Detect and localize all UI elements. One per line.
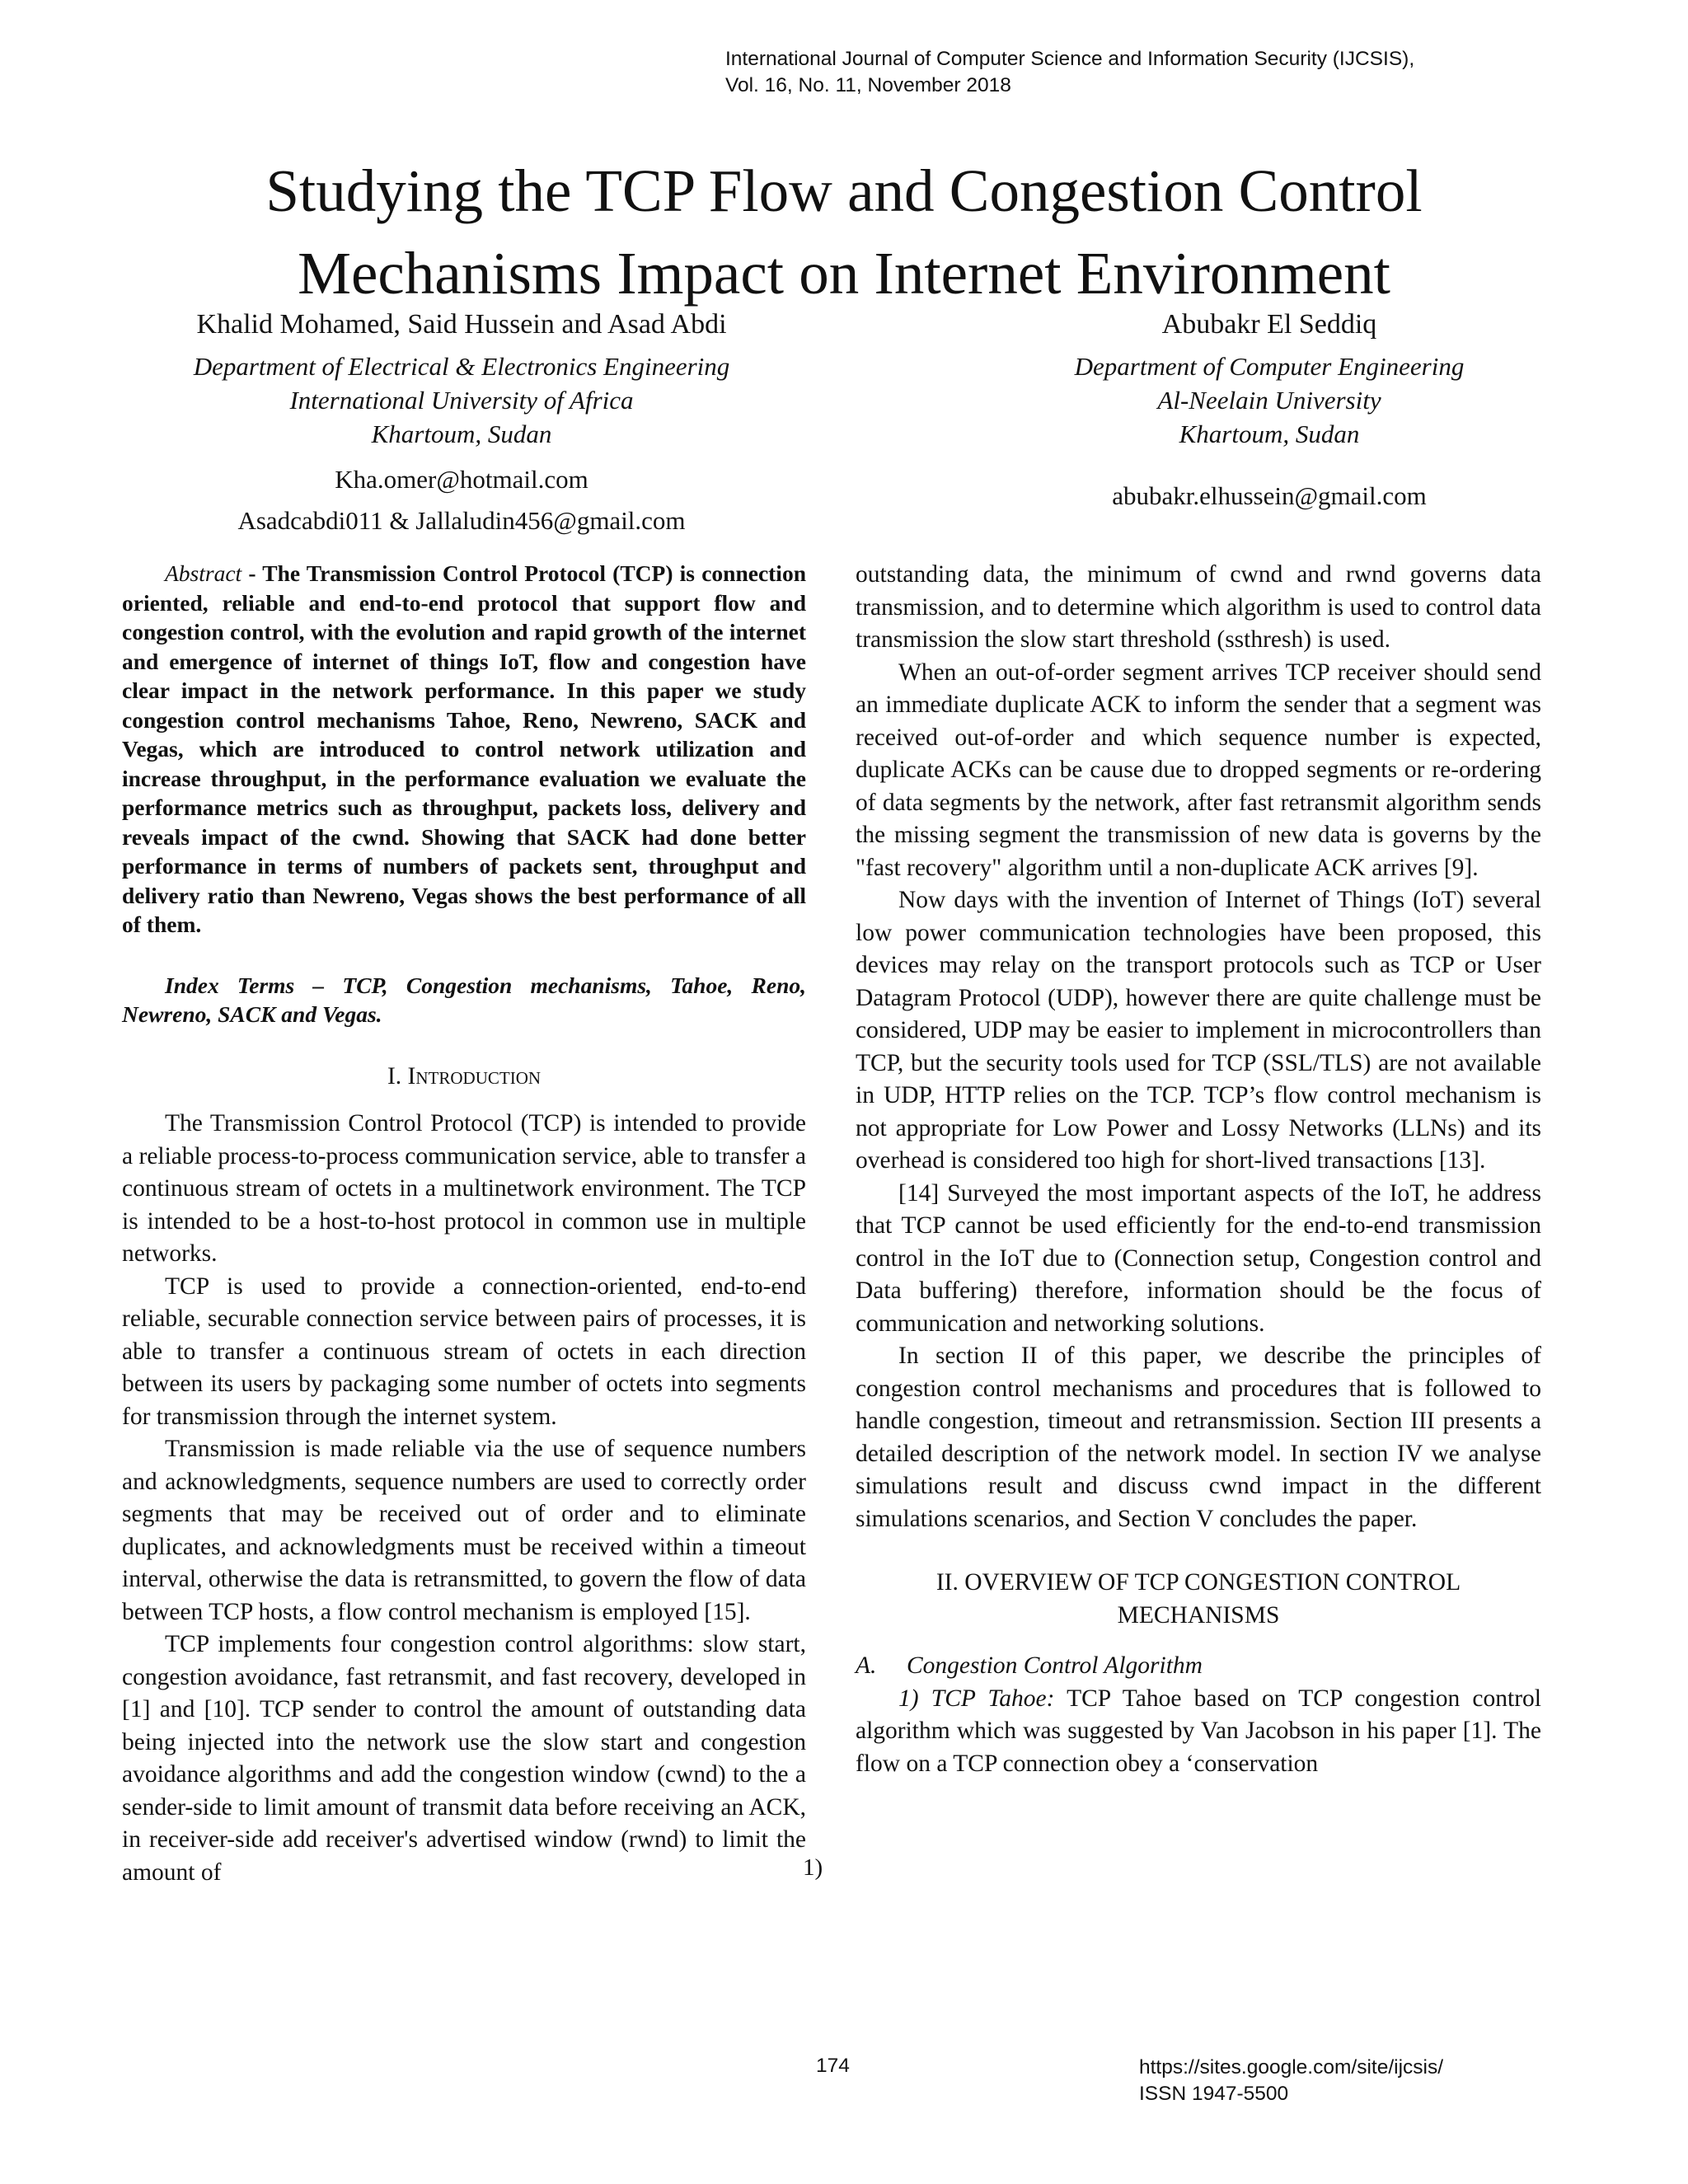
- footer-url: https://sites.google.com/site/ijcsis/: [1139, 2056, 1444, 2079]
- title-line-1: Studying the TCP Flow and Congestion Control: [265, 157, 1423, 224]
- section-title: Introduction: [407, 1062, 542, 1090]
- journal-name: International Journal of Computer Science and Information Security (IJCSIS),: [725, 48, 1415, 70]
- abstract: [122, 559, 806, 940]
- body-paragraph: TCP implements four congestion control algorithms: slow start, congestion avoidance, fast retransmit, and fast recovery, developed in [1] and [10]. TCP sender to control the amount of outstanding data being injected into the network use the slow start and congestion avoidance algorithms and add the congestion window (cwnd) to the a sender-side to limit amount of transmit data before receiving an ACK, in receiver-side add receiver's advertised window (rwnd) to limit the amount of: [122, 1631, 806, 1886]
- paragraph-text: TCP Tahoe based on TCP congestion control algorithm which was suggested by Van Jacobson in his paper [1]. The flow on a TCP connection obey a ‘conservation: [856, 1685, 1541, 1777]
- author-block-right: [948, 307, 1591, 517]
- author-names: Khalid Mohamed, Said Hussein and Asad Abdi: [196, 309, 727, 340]
- author-names: Abubakr El Seddiq: [1161, 309, 1377, 340]
- body-paragraph: In section II of this paper, we describe the principles of congestion control mechanisms and procedures that is followed to handle congestion, timeout and retransmission. Section III presents a detailed description of the network model. In section IV we analyse simulations result and discuss cwnd impact in the different simulations scenarios, and Section V concludes the paper.: [856, 1343, 1541, 1532]
- subsection-heading: [856, 1650, 1541, 1683]
- right-column: [856, 559, 1541, 1780]
- body-paragraph: Transmission is made reliable via the use of sequence numbers and acknowledgments, sequence numbers are used to correctly order segments that may be received out of order and to eliminate duplicates, and acknowledgments must be received within a timeout interval, otherwise the data is retransmitted, to govern the flow of data between TCP hosts, a flow control mechanism is employed [15].: [122, 1436, 806, 1625]
- author-department: Department of Electrical & Electronics Engineering: [193, 352, 730, 381]
- author-location: Khartoum, Sudan: [371, 419, 552, 448]
- author-university: Al-Neelain University: [1157, 386, 1381, 415]
- margin-mark: 1): [803, 1854, 823, 1881]
- journal-issue: Vol. 16, No. 11, November 2018: [725, 74, 1011, 96]
- subsubsection-label: 1) TCP Tahoe:: [898, 1685, 1055, 1712]
- subsection-title: Congestion Control Algorithm: [907, 1652, 1203, 1679]
- body-paragraph: TCP is used to provide a connection-oriented, end-to-end reliable, securable connection service between pairs of processes, it is able to transfer a continuous stream of octets in each direction between its users by packaging some number of octets into segments for transmission through the internet system.: [122, 1272, 806, 1430]
- section-numeral: I.: [387, 1062, 408, 1090]
- author-block-left: [140, 307, 783, 541]
- author-university: International University of Africa: [289, 386, 634, 415]
- left-column: [122, 559, 806, 1889]
- body-paragraph: The Transmission Control Protocol (TCP) is intended to provide a reliable process-to-process communication service, able to transfer a continuous stream of octets in a multinetwork environment. The TCP is intended to be a host-to-host protocol in common use in multiple networks.: [122, 1110, 806, 1267]
- body-paragraph: [14] Surveyed the most important aspects of the IoT, he address that TCP cannot be used efficiently for the end-to-end transmission control in the IoT due to (Connection setup, Congestion control and Data buffering) therefore, information should be the focus of communication and networking solutions.: [856, 1179, 1541, 1337]
- section-heading-introduction: [122, 1061, 806, 1094]
- body-paragraph: outstanding data, the minimum of cwnd and rwnd governs data transmission, and to determine which algorithm is used to control data transmission the slow start threshold (ssthresh) is used.: [856, 561, 1541, 653]
- page-number: 174: [816, 2055, 850, 2077]
- paper-title: [0, 150, 1688, 315]
- author-department: Department of Computer Engineering: [1074, 352, 1465, 381]
- footer-issn: ISSN 1947-5500: [1139, 2083, 1289, 2105]
- abstract-label: Abstract: [165, 560, 242, 586]
- body-paragraph: [856, 1683, 1541, 1781]
- journal-header: [725, 46, 1414, 99]
- body-paragraph: Now days with the invention of Internet of Things (IoT) several low power communication technologies have been proposed, this devices may relay on the transport protocols such as TCP or User Datagram Protocol (UDP), however there are quite challenge must be considered, UDP may be easier to implement in microcontrollers than TCP, but the security tools used for TCP (SSL/TLS) are not available in UDP, HTTP relies on the TCP. TCP’s flow control mechanism is not appropriate for Low Power and Lossy Networks (LLNs) and its overhead is considered too high for short-lived transactions [13].: [856, 887, 1541, 1174]
- title-line-2: Mechanisms Impact on Internet Environment: [298, 240, 1390, 307]
- abstract-text: - The Transmission Control Protocol (TCP) is connection oriented, reliable and end-to-end protocol that support flow and congestion control, with the evolution and rapid growth of the internet and emergence of internet of things IoT, flow and congestion have clear impact in the network performance. In this paper we study congestion control mechanisms Tahoe, Reno, Newreno, SACK and Vegas, which are introduced to control network utilization and increase throughput, in the performance evaluation we evaluate the performance metrics such as throughput, packets loss, delivery and reveals impact of the cwnd. Showing that SACK had done better performance in terms of numbers of packets sent, throughput and delivery ratio than Newreno, Vegas shows the best performance of all of them.: [122, 560, 806, 937]
- author-email: Kha.omer@hotmail.com: [335, 465, 588, 494]
- author-email: abubakr.elhussein@gmail.com: [1112, 481, 1427, 510]
- footer-info: [1139, 2055, 1443, 2107]
- subsection-label: A.: [856, 1652, 877, 1679]
- section-heading-line: MECHANISMS: [1117, 1601, 1280, 1629]
- section-heading-line: II. OVERVIEW OF TCP CONGESTION CONTROL: [935, 1569, 1461, 1596]
- index-terms: Index Terms – TCP, Congestion mechanisms, Tahoe, Reno, Newreno, SACK and Vegas.: [122, 972, 806, 1027]
- section-heading-overview: [856, 1567, 1541, 1632]
- author-location: Khartoum, Sudan: [1179, 419, 1360, 448]
- author-email: Asadcabdi011 & Jallaludin456@gmail.com: [237, 506, 686, 535]
- body-paragraph: When an out-of-order segment arrives TCP receiver should send an immediate duplicate ACK to inform the sender that a segment was received out-of-order and which sequence number is expected, duplicate ACKs can be cause due to dropped segments or re-ordering of data segments by the network, after fast retransmit algorithm sends the missing segment the transmission of new data is governs by the "fast recovery" algorithm until a non-duplicate ACK arrives [9].: [856, 658, 1541, 881]
